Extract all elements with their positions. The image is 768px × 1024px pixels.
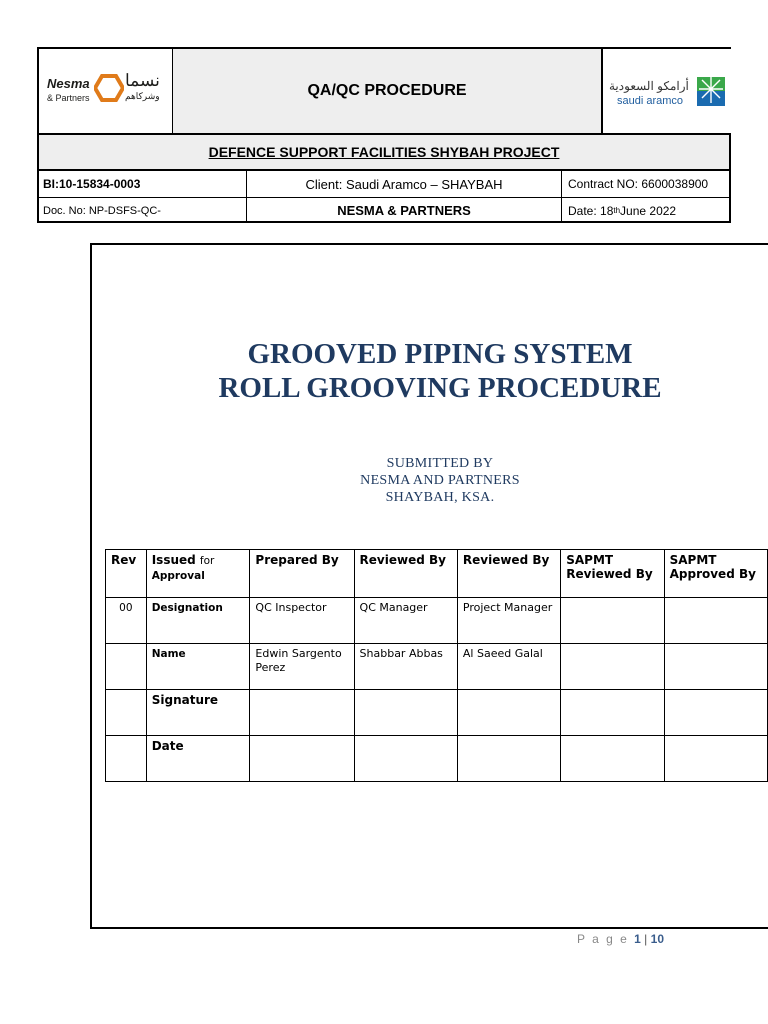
contract-number: Contract NO: 6600038900 — [568, 177, 709, 191]
nesma-logo-arabic: نسما — [125, 71, 160, 90]
document-date — [562, 198, 729, 223]
approval-table — [105, 549, 768, 782]
sapmt-approved-cell — [664, 690, 767, 736]
project-title-row — [39, 135, 729, 171]
header-issued-c: Approval — [151, 570, 205, 582]
bi-number: BI:10-15834-0003 — [39, 171, 247, 197]
procedure-title: QA/QC PROCEDURE — [173, 49, 601, 133]
nesma-logo — [39, 49, 173, 133]
header-prepared: Prepared By — [250, 550, 354, 598]
reviewed-2-cell — [457, 690, 560, 736]
header-sapmt-app-1: SAPMT — [669, 553, 717, 567]
sapmt-reviewed-cell — [561, 598, 664, 644]
cover-title-line-1: GROOVED PIPING SYSTEM — [247, 338, 633, 370]
header-reviewed-2: Reviewed By — [457, 550, 560, 598]
submitted-by-line-2: NESMA AND PARTNERS — [360, 473, 520, 488]
prepared-cell — [250, 736, 354, 782]
cover-title — [90, 337, 768, 405]
aramco-logo — [601, 49, 731, 133]
prepared-cell: QC Inspector — [250, 598, 354, 644]
doc-number: Doc. No: NP-DSFS-QC- — [39, 198, 247, 223]
header-reviewed-1: Reviewed By — [354, 550, 457, 598]
table-row-signature — [106, 690, 768, 736]
header-info-row-1 — [39, 171, 729, 198]
table-row-date — [106, 736, 768, 782]
submitted-by-line-3: SHAYBAH, KSA. — [385, 490, 495, 505]
nesma-logo-name: Nesma — [47, 76, 90, 91]
rev-cell — [106, 736, 147, 782]
table-row-name — [106, 644, 768, 690]
page-word: P a g e — [577, 932, 635, 946]
date-suffix-sup: th — [613, 206, 621, 215]
header-sapmt-reviewed — [561, 550, 664, 598]
document-header — [37, 47, 731, 223]
client-name: Client: Saudi Aramco – SHAYBAH — [247, 171, 562, 197]
header-top-row — [39, 49, 729, 135]
company-name: NESMA & PARTNERS — [247, 198, 562, 223]
sapmt-reviewed-cell — [561, 644, 664, 690]
header-issued-a: Issued — [151, 553, 200, 567]
row-label: Signature — [146, 690, 250, 736]
sapmt-reviewed-cell — [561, 690, 664, 736]
nesma-logo-arabic-sub: وشركاهم — [125, 91, 160, 101]
aramco-logo-name: saudi aramco — [617, 95, 684, 107]
submitted-by-block — [90, 455, 768, 506]
header-info-row-2 — [39, 198, 729, 223]
page-footer — [577, 932, 664, 946]
rev-cell — [106, 644, 147, 690]
header-sapmt-rev-2: Reviewed By — [566, 567, 653, 581]
reviewed-2-cell: Project Manager — [457, 598, 560, 644]
aramco-star-icon — [695, 73, 727, 107]
header-issued-b: for — [199, 555, 215, 567]
reviewed-1-cell: QC Manager — [354, 598, 457, 644]
row-label: Designation — [146, 598, 250, 644]
header-issued — [146, 550, 250, 598]
header-sapmt-approved — [664, 550, 767, 598]
row-label: Date — [146, 736, 250, 782]
header-sapmt-rev-1: SAPMT — [566, 553, 614, 567]
reviewed-1-cell — [354, 736, 457, 782]
project-title: DEFENCE SUPPORT FACILITIES SHYBAH PROJECT — [208, 144, 560, 160]
submitted-by-line-1: SUBMITTED BY — [386, 456, 494, 471]
prepared-cell: Edwin Sargento Perez — [250, 644, 354, 690]
header-rev: Rev — [106, 550, 147, 598]
page-separator: | — [640, 932, 651, 946]
cover-title-line-2: ROLL GROOVING PROCEDURE — [218, 372, 662, 404]
date-prefix: Date: 18 — [568, 203, 614, 218]
table-header-row — [106, 550, 768, 598]
reviewed-1-cell — [354, 690, 457, 736]
date-suffix: June 2022 — [620, 203, 677, 218]
prepared-cell — [250, 690, 354, 736]
reviewed-2-cell: Al Saeed Galal — [457, 644, 560, 690]
page-total: 10 — [650, 932, 664, 946]
sapmt-reviewed-cell — [561, 736, 664, 782]
rev-cell — [106, 690, 147, 736]
sapmt-approved-cell — [664, 736, 767, 782]
row-label: Name — [146, 644, 250, 690]
reviewed-1-cell: Shabbar Abbas — [354, 644, 457, 690]
sapmt-approved-cell — [664, 598, 767, 644]
nesma-hexagon-icon — [94, 74, 124, 102]
nesma-logo-subtitle: & Partners — [47, 93, 90, 103]
header-sapmt-app-2: Approved By — [669, 567, 756, 581]
aramco-logo-arabic: أرامكو السعودية — [609, 79, 689, 93]
reviewed-2-cell — [457, 736, 560, 782]
page-number: 1 — [634, 932, 641, 946]
rev-cell: 00 — [106, 598, 147, 644]
table-row-designation — [106, 598, 768, 644]
sapmt-approved-cell — [664, 644, 767, 690]
